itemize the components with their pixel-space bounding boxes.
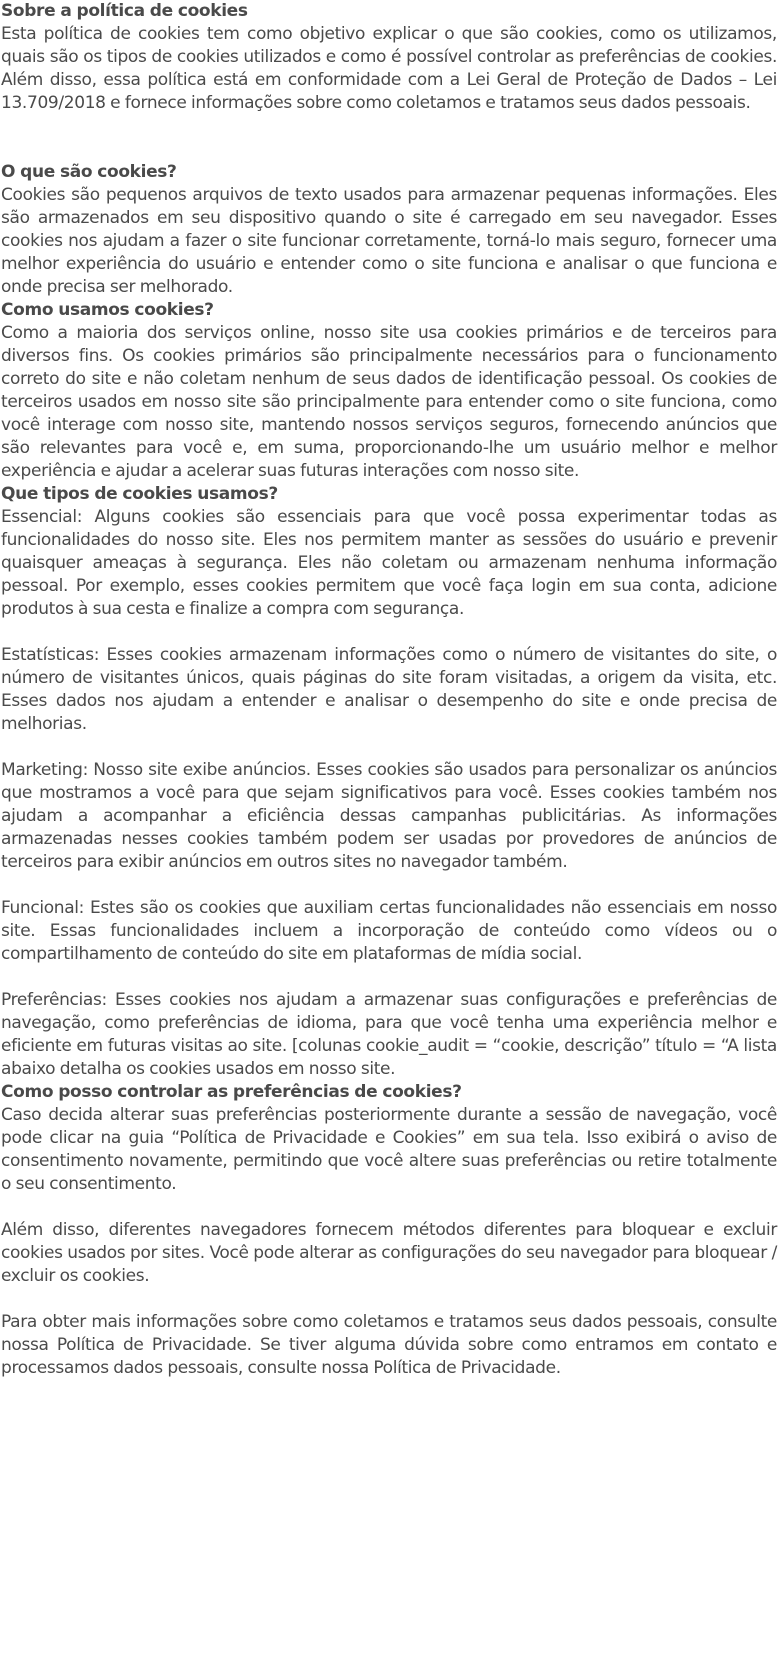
control-preferences-paragraph-3: Para obter mais informações sobre como coletamos e tratamos seus dados pessoais, consulte nossa Política de Privacidade. Se tiver alguma dúvida sobre como entramos em contato e processamos dados pessoais, consulte nossa Política de Privacidade. bbox=[1, 1312, 777, 1378]
spacer bbox=[1, 115, 777, 161]
intro-title: Sobre a política de cookies bbox=[1, 1, 248, 21]
cookie-types-title: Que tipos de cookies usamos? bbox=[1, 484, 278, 504]
control-preferences-paragraph-2: Além disso, diferentes navegadores fornecem métodos diferentes para bloquear e excluir cookies usados por sites. Você pode alterar as configurações do seu navegador para bloquear / excluir os cookies. bbox=[1, 1220, 777, 1286]
intro-paragraph: Esta política de cookies tem como objetivo explicar o que são cookies, como os utilizamos, quais são os tipos de cookies utilizados e como é possível controlar as preferências de cookies. Além disso, essa política está em conformidade com a Lei Geral de Proteção de Dados – Lei 13.709/2018 e fornece informações sobre como coletamos e tratamos seus dados pessoais. bbox=[1, 24, 777, 113]
preferences-cookies-paragraph: Preferências: Esses cookies nos ajudam a armazenar suas configurações e preferências de navegação, como preferências de idioma, para que você tenha uma experiência melhor e eficiente em futuras visitas ao site. [colunas cookie_audit = “cookie, descrição” título = “A lista abaixo detalha os cookies usados em nosso site. bbox=[1, 990, 777, 1079]
how-we-use-cookies-title: Como usamos cookies? bbox=[1, 300, 214, 320]
spacer bbox=[1, 1196, 777, 1219]
spacer bbox=[1, 966, 777, 989]
spacer bbox=[1, 621, 777, 644]
essential-cookies-paragraph: Essencial: Alguns cookies são essenciais para que você possa experimentar todas as funcionalidades do nosso site. Eles nos permitem manter as sessões do usuário e prevenir quaisquer ameaças à segurança. Eles não coletam ou armazenam nenhuma informação pessoal. Por exemplo, esses cookies permitem que você faça login em sua conta, adicione produtos à sua cesta e finalize a compra com segurança. bbox=[1, 507, 777, 619]
control-preferences-title: Como posso controlar as preferências de cookies? bbox=[1, 1082, 462, 1102]
how-we-use-cookies-paragraph: Como a maioria dos serviços online, nosso site usa cookies primários e de terceiros para diversos fins. Os cookies primários são principalmente necessários para o funcionamento correto do site e não coletam nenhum de seus dados de identificação pessoal. Os cookies de terceiros usados em nosso site são principalmente para entender como o site funciona, como você interage com nosso site, mantendo nossos serviços seguros, fornecendo anúncios que são relevantes para você e, em suma, proporcionando-lhe um usuário melhor e melhor experiência e ajudar a acelerar suas futuras interações com nosso site. bbox=[1, 323, 777, 481]
functional-cookies-paragraph: Funcional: Estes são os cookies que auxiliam certas funcionalidades não essenciais em nosso site. Essas funcionalidades incluem a incorporação de conteúdo como vídeos ou o compartilhamento de conteúdo do site em plataformas de mídia social. bbox=[1, 898, 777, 964]
statistics-cookies-paragraph: Estatísticas: Esses cookies armazenam informações como o número de visitantes do site, o número de visitantes únicos, quais páginas do site foram visitadas, a origem da visita, etc. Esses dados nos ajudam a entender e analisar o desempenho do site e onde precisa de melhorias. bbox=[1, 645, 777, 734]
marketing-cookies-paragraph: Marketing: Nosso site exibe anúncios. Esses cookies são usados para personalizar os anúncios que mostramos a você para que sejam significativos para você. Esses cookies também nos ajudam a acompanhar a eficiência dessas campanhas publicitárias. As informações armazenadas nesses cookies também podem ser usadas por provedores de anúncios de terceiros para exibir anúncios em outros sites no navegador também. bbox=[1, 760, 777, 872]
what-are-cookies-paragraph: Cookies são pequenos arquivos de texto usados para armazenar pequenas informações. Eles são armazenados em seu dispositivo quando o site é carregado em seu navegador. Esses cookies nos ajudam a fazer o site funcionar corretamente, torná-lo mais seguro, fornecer uma melhor experiência do usuário e entender como o site funciona e analisar o que funciona e onde precisa ser melhorado. bbox=[1, 185, 777, 297]
control-preferences-paragraph-1: Caso decida alterar suas preferências posteriormente durante a sessão de navegação, você pode clicar na guia “Política de Privacidade e Cookies” em sua tela. Isso exibirá o aviso de consentimento novamente, permitindo que você altere suas preferências ou retire totalmente o seu consentimento. bbox=[1, 1105, 777, 1194]
spacer bbox=[1, 736, 777, 759]
spacer bbox=[1, 1288, 777, 1311]
spacer bbox=[1, 874, 777, 897]
what-are-cookies-title: O que são cookies? bbox=[1, 162, 177, 182]
